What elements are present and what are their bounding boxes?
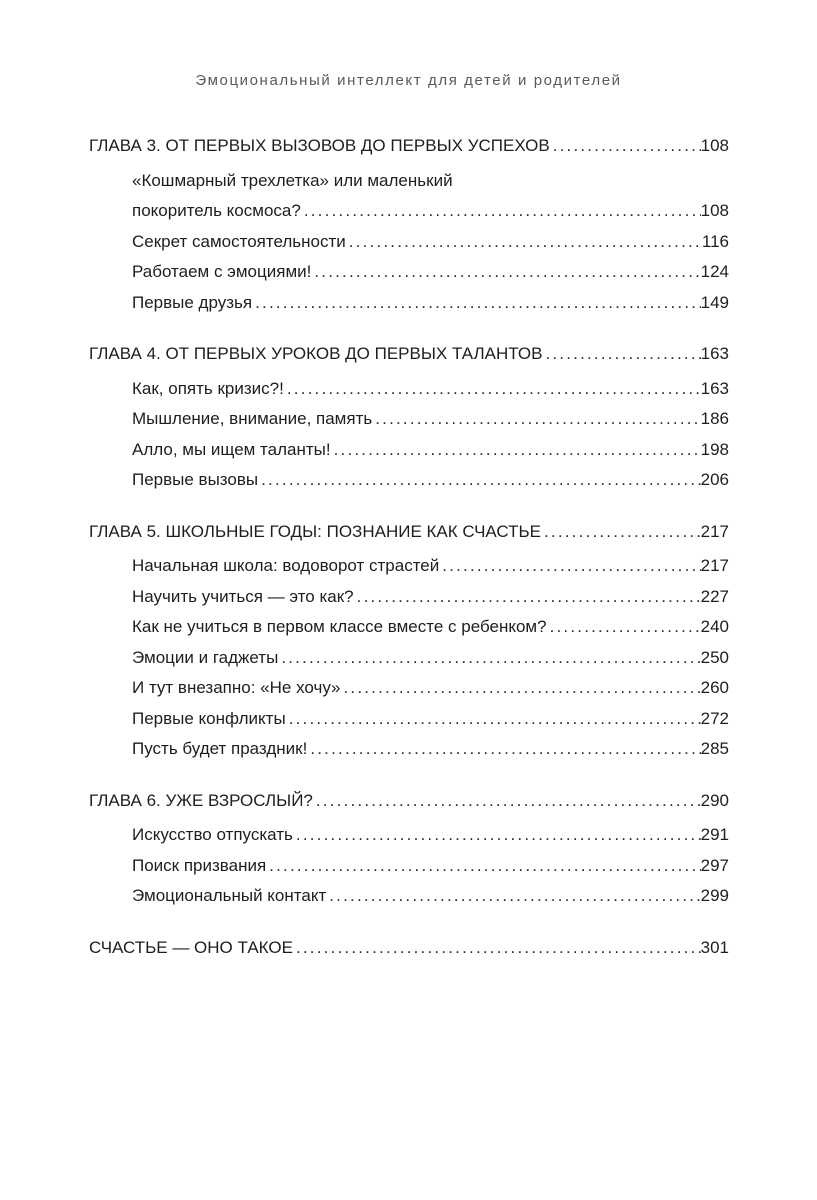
dot-leader (550, 131, 701, 162)
chapter-title: ГЛАВА 5. ШКОЛЬНЫЕ ГОДЫ: ПОЗНАНИЕ КАК СЧАСТЬЕ (89, 521, 541, 541)
chapter-5 (89, 517, 729, 765)
page-number: 108 (700, 201, 729, 220)
dot-leader (313, 786, 701, 817)
section-entry[interactable] (89, 612, 729, 643)
dot-leader (307, 734, 700, 765)
section-entry[interactable] (89, 465, 729, 496)
section-title: Начальная школа: водоворот страстей (132, 556, 440, 575)
section-entry[interactable] (89, 435, 729, 466)
section-entry[interactable] (89, 227, 729, 258)
page-number: 186 (700, 409, 729, 428)
section-entry[interactable] (89, 820, 729, 851)
section-entry[interactable] (89, 582, 729, 613)
page-number: 290 (700, 790, 729, 810)
section-title: Эмоциональный контакт (132, 886, 327, 905)
section-entry[interactable] (89, 166, 729, 227)
section-entry[interactable] (89, 673, 729, 704)
chapter-entry[interactable] (89, 933, 729, 964)
section-title: Поиск призвания (132, 855, 267, 875)
page-number: 163 (700, 378, 729, 398)
chapter-4 (89, 339, 729, 496)
dot-leader (284, 374, 701, 405)
section-title: И тут внезапно: «Не хочу» (132, 678, 341, 697)
dot-leader (293, 820, 701, 851)
dot-leader (439, 551, 700, 582)
section-title: Научить учиться — это как? (132, 586, 354, 606)
dot-leader (331, 435, 701, 466)
chapter-6 (89, 786, 729, 912)
page-number: 301 (700, 937, 729, 957)
page-number: 291 (700, 825, 729, 844)
epilogue (89, 933, 729, 964)
section-entry[interactable] (89, 734, 729, 765)
chapter-title: ГЛАВА 4. ОТ ПЕРВЫХ УРОКОВ ДО ПЕРВЫХ ТАЛАНТОВ (89, 344, 543, 363)
page-number: 260 (700, 678, 729, 697)
section-title: Секрет самостоятельности (132, 231, 346, 251)
page-number: 227 (700, 586, 729, 606)
dot-leader (541, 517, 701, 548)
chapter-title: ГЛАВА 6. УЖЕ ВЗРОСЛЫЙ? (89, 790, 313, 810)
section-title: Первые конфликты (132, 708, 286, 728)
chapter-title: ГЛАВА 3. ОТ ПЕРВЫХ ВЫЗОВОВ ДО ПЕРВЫХ УСПЕХОВ (89, 136, 550, 155)
chapter-entry[interactable] (89, 339, 729, 370)
chapter-3 (89, 131, 729, 318)
dot-leader (266, 851, 700, 882)
dot-leader (293, 933, 701, 964)
page-number: 217 (700, 521, 729, 541)
section-title: Мышление, внимание, память (132, 409, 373, 428)
section-title-line1: «Кошмарный трехлетка» или маленький (132, 170, 453, 190)
page-number: 297 (700, 855, 729, 875)
page-number: 240 (700, 617, 729, 636)
dot-leader (258, 465, 701, 496)
page-number: 116 (701, 231, 729, 251)
dot-leader (301, 196, 701, 227)
section-title: Работаем с эмоциями! (132, 262, 312, 281)
dot-leader (346, 227, 702, 258)
section-entry[interactable] (89, 643, 729, 674)
page-number: 108 (700, 136, 729, 155)
page-number: 198 (700, 439, 729, 459)
section-entry[interactable] (89, 374, 729, 405)
section-title: Эмоции и гаджеты (132, 647, 279, 667)
dot-leader (372, 404, 700, 435)
section-title: Пусть будет праздник! (132, 739, 308, 758)
dot-leader (278, 643, 700, 674)
section-title: Как, опять кризис?! (132, 378, 284, 398)
page-number: 124 (700, 262, 729, 281)
section-entry[interactable] (89, 404, 729, 435)
page-number: 206 (700, 470, 729, 489)
page-number: 149 (700, 292, 729, 312)
section-title: Первые вызовы (132, 470, 259, 489)
section-title: Искусство отпускать (132, 825, 293, 844)
dot-leader (326, 881, 700, 912)
page-number: 299 (700, 886, 729, 905)
section-entry[interactable] (89, 704, 729, 735)
dot-leader (354, 582, 701, 613)
dot-leader (311, 257, 700, 288)
dot-leader (542, 339, 700, 370)
dot-leader (286, 704, 701, 735)
page-number: 250 (700, 647, 729, 667)
page-number: 272 (700, 708, 729, 728)
dot-leader (252, 288, 701, 319)
section-entry[interactable] (89, 551, 729, 582)
section-title: Алло, мы ищем таланты! (132, 439, 331, 459)
section-entry[interactable] (89, 288, 729, 319)
page-number: 285 (700, 739, 729, 758)
dot-leader (547, 612, 701, 643)
section-entry[interactable] (89, 881, 729, 912)
chapter-entry[interactable] (89, 131, 729, 162)
page-number: 217 (700, 556, 729, 575)
section-title: Как не учиться в первом классе вместе с ребенком? (132, 617, 547, 636)
section-entry[interactable] (89, 851, 729, 882)
chapter-entry[interactable] (89, 517, 729, 548)
table-of-contents (89, 131, 729, 984)
page-number: 163 (700, 344, 729, 363)
dot-leader (340, 673, 700, 704)
chapter-entry[interactable] (89, 786, 729, 817)
section-title: Первые друзья (132, 292, 253, 312)
running-header: Эмоциональный интеллект для детей и родителей (195, 72, 622, 89)
section-title: покоритель космоса? (132, 201, 301, 220)
chapter-title: СЧАСТЬЕ — ОНО ТАКОЕ (89, 937, 293, 957)
section-entry[interactable] (89, 257, 729, 288)
